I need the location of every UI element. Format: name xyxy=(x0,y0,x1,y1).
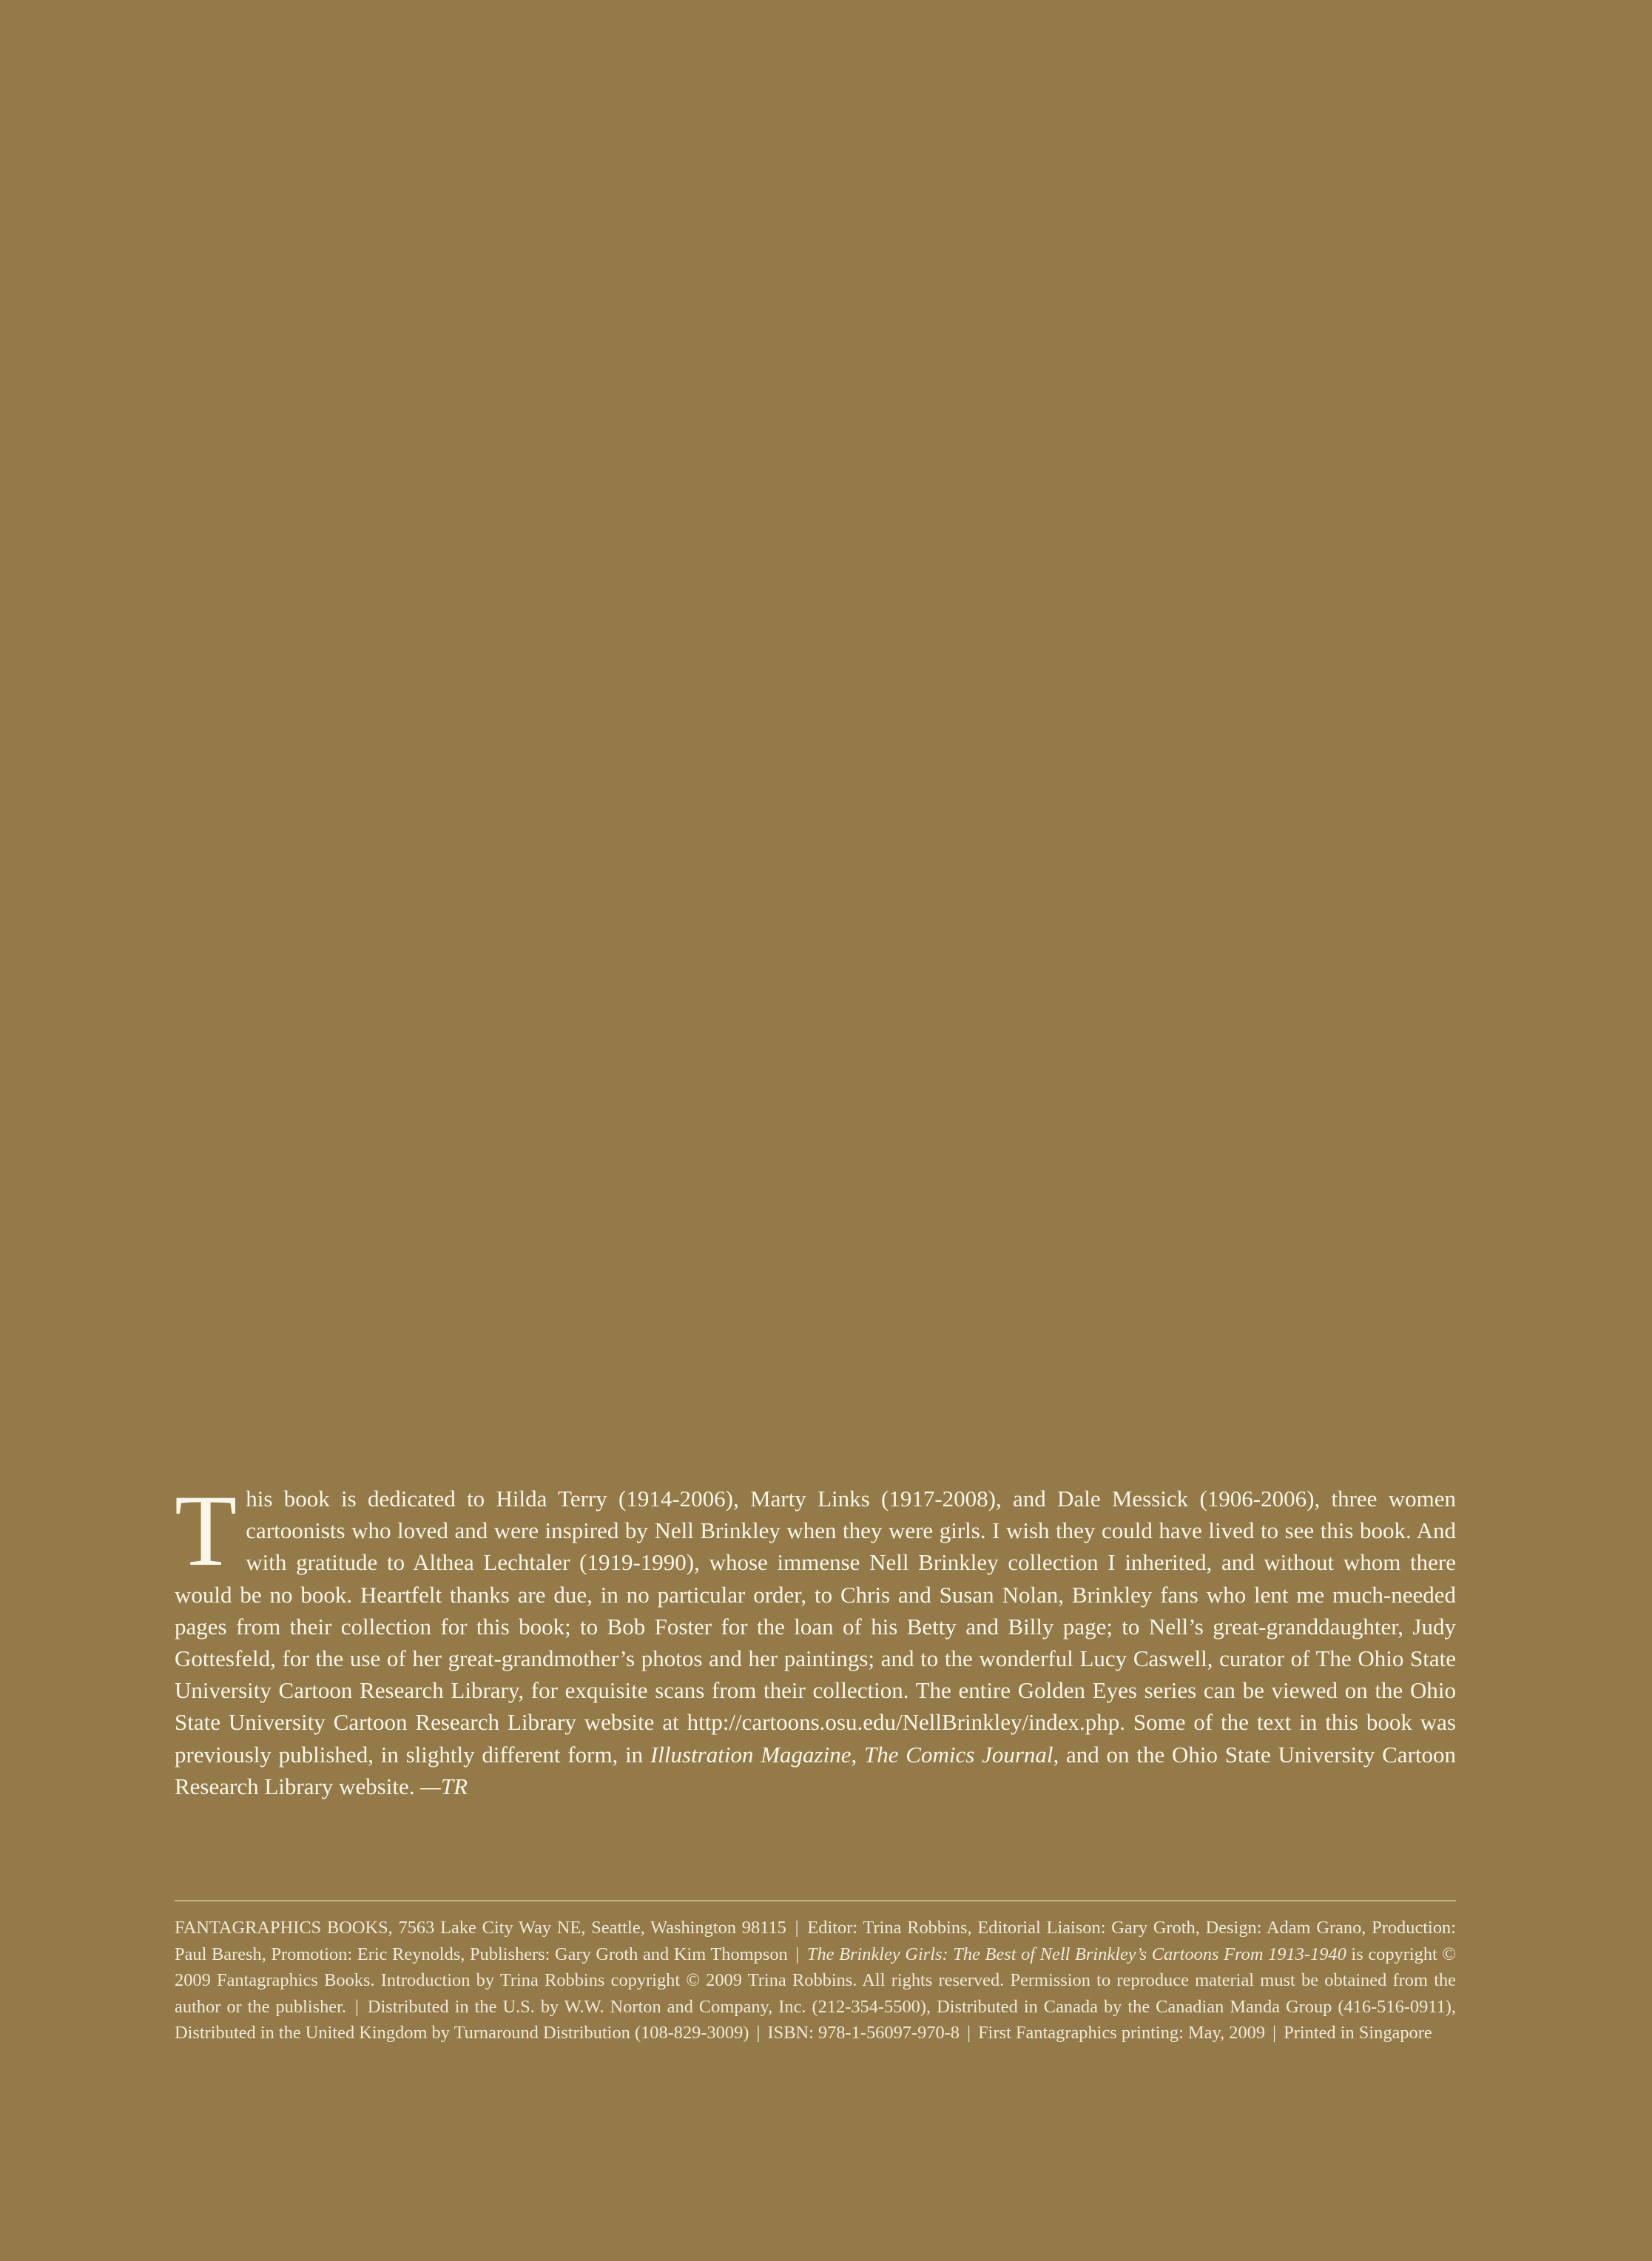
publication-comics-journal: The Comics Journal xyxy=(864,1741,1053,1768)
separator: | xyxy=(795,1944,800,1964)
dedication-text: his book is dedicated to Hilda Terry (1914-2006), Marty Links (1917-2008), and Dale Messick (1906-2006), three women cartoonists who loved and were inspired by Nell Brinkley when they were girls. I wish they could have lived to see this book. And with gratitude to Althea Lechtaler (1919-1990), whose immense Nell Brinkley collection I inherited, and without whom there would be no book. Heartfelt thanks are due, in no particular order, to Chris and Susan Nolan, Brinkley fans who lent me much-needed pages from their collection for this book; to Bob Foster for the loan of his Betty and Billy page; to Nell’s great-granddaughter, Judy Gottesfeld, for the use of her great-grandmother’s photos and her paintings; and to the wonderful Lucy Caswell, curator of The Ohio State University Cartoon Research Library, for exquisite scans from their collection. The entire Golden Eyes series can be viewed on the Ohio State University Cartoon Research Library website at http://cartoons.osu.edu/NellBrinkley/index.php. Some of the text in this book was previously published, in slightly different form, in xyxy=(175,1486,1456,1768)
distribution-info: Distributed in the U.S. by W.W. Norton and Company, Inc. (212-354-5500), Distributed in Canada by the Canadian Manda Group (416-516-0911), Distributed in the United Kingdom by Turnaround Distribution (108-829-3009) xyxy=(175,1996,1456,2043)
dedication-paragraph xyxy=(175,1474,1457,1802)
printed-in: Printed in Singapore xyxy=(1284,2023,1432,2043)
separator: | xyxy=(967,2023,971,2043)
colophon xyxy=(175,1915,1456,2046)
drop-cap: T xyxy=(175,1474,237,1587)
book-title: The Brinkley Girls: The Best of Nell Brinkley’s Cartoons From 1913-1940 xyxy=(806,1944,1346,1964)
copyright-notice: is copyright © 2009 Fantagraphics Books. Introduction by Trina Robbins copyright © 2009 Trina Robbins. All rights reserved. Permission to reproduce material must be obtained from the author or the publisher. xyxy=(175,1944,1456,2017)
dedication-comma: , xyxy=(851,1741,865,1768)
publisher-address: FANTAGRAPHICS BOOKS, 7563 Lake City Way NE, Seattle, Washington 98115 xyxy=(175,1918,786,1938)
separator: | xyxy=(756,2023,761,2043)
author-signature: —TR xyxy=(420,1773,468,1799)
separator: | xyxy=(355,1996,359,2017)
credits: Editor: Trina Robbins, Editorial Liaison: Gary Groth, Design: Adam Grano, Production: Paul Baresh, Promotion: Eric Reynolds, Publishers: Gary Groth and Kim Thompson xyxy=(175,1918,1456,1964)
separator: | xyxy=(795,1918,799,1938)
publication-illustration-magazine: Illustration Magazine xyxy=(650,1741,852,1768)
printing-info: First Fantagraphics printing: May, 2009 xyxy=(978,2023,1266,2043)
divider-rule xyxy=(175,1900,1456,1901)
isbn: ISBN: 978-1-56097-970-8 xyxy=(767,2023,960,2043)
dedication-tail: , and on the Ohio State University Cartoon Research Library website. xyxy=(175,1741,1457,1799)
separator: | xyxy=(1272,2023,1277,2043)
